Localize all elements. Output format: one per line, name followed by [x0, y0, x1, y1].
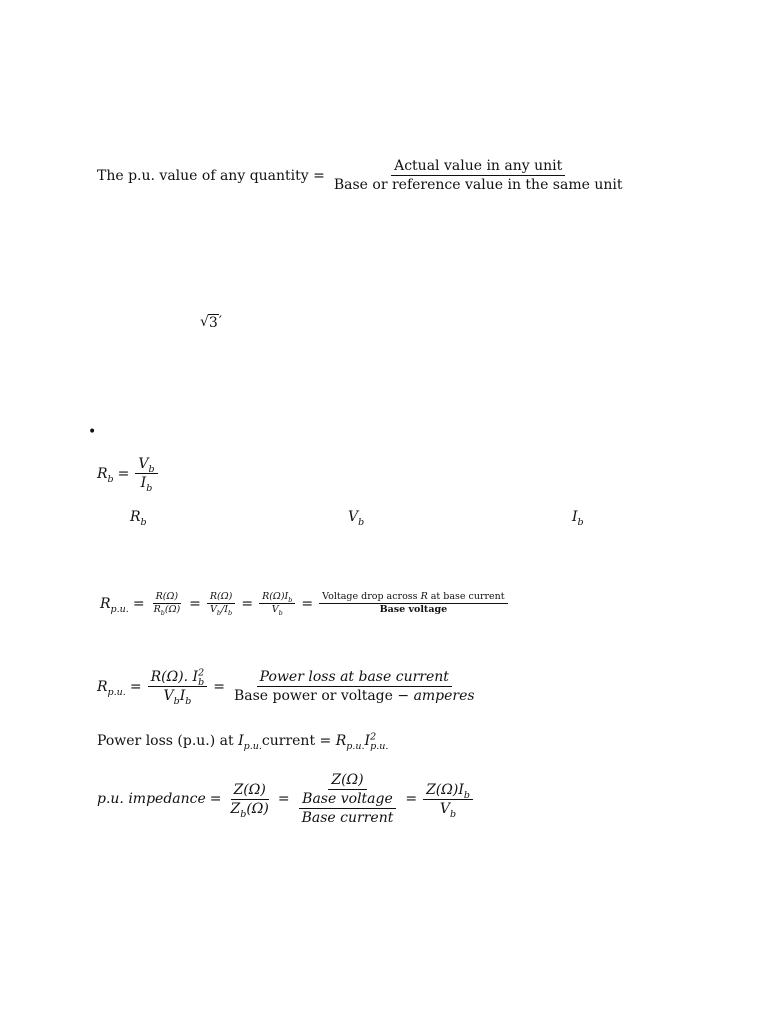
equals-sign: =	[241, 595, 254, 612]
impedance-fraction-1	[228, 781, 272, 820]
rb-denominator: $I_b$	[140, 475, 153, 494]
pu-impedance-formula	[97, 772, 475, 826]
radical-sign: √	[200, 314, 209, 330]
rb-lhs: $R_b$	[97, 465, 114, 485]
current-text: current =	[261, 733, 336, 749]
symbol-vb: $V_b$	[348, 509, 365, 528]
symbol-rb: $R_b$	[130, 509, 147, 528]
equals-sign: =	[213, 678, 225, 695]
pu-definition-fraction	[331, 158, 626, 193]
rpu-fraction-2	[207, 592, 235, 616]
rpu-fraction-4	[319, 592, 507, 616]
pu-definition-numerator: Actual value in any unit	[391, 158, 565, 176]
pu-definition-denominator: Base or reference value in the same unit	[333, 177, 623, 194]
equals-sign: =	[405, 791, 418, 808]
rb-numerator: $V_b$	[135, 456, 157, 474]
equals-sign: =	[132, 595, 145, 612]
fraction-numerator: Voltage drop across R at base current	[319, 592, 507, 604]
rb-fraction	[135, 456, 157, 494]
fraction-denominator: $V_b$	[439, 800, 457, 820]
rpu-power-fraction-2	[231, 669, 478, 704]
rpu-power-fraction-1	[148, 667, 208, 707]
fraction-denominator: Base power or voltage − amperes	[233, 688, 475, 705]
base-resistance-formula	[97, 456, 160, 494]
equals-sign: =	[117, 465, 130, 482]
nested-denominator: Base current	[301, 810, 394, 827]
equals-sign: =	[189, 595, 201, 612]
power-loss-expression: $R_{p.u.}I^2_{p.u.}$	[335, 731, 389, 752]
fraction-numerator: R(Ω). $I^2_b$	[148, 669, 208, 687]
power-loss-line	[97, 731, 389, 752]
pu-impedance-lhs: p.u. impedance	[97, 791, 206, 808]
fraction-denominator	[296, 790, 400, 826]
prime-mark: ′	[218, 314, 223, 330]
rpu-lhs: $R_{p.u.}$	[97, 678, 126, 698]
equals-sign: =	[129, 678, 142, 695]
nested-fraction	[299, 791, 397, 826]
fraction-denominator: $V_b/I_b$	[210, 603, 233, 617]
fraction-denominator: $Z_b(\Omega)$	[230, 800, 269, 820]
equals-sign: =	[301, 595, 314, 612]
impedance-fraction-2	[296, 772, 400, 826]
rpu-fraction-1	[151, 592, 184, 616]
equals-sign: =	[209, 791, 222, 808]
bullet-point: •	[88, 424, 97, 440]
fraction-denominator: $V_b$	[271, 603, 283, 617]
rpu-power-formula	[97, 667, 480, 707]
fraction-numerator: Z(Ω)	[231, 782, 269, 800]
pu-definition-lhs: The p.u. value of any quantity =	[97, 167, 325, 184]
fraction-numerator: $R(\Omega)I_b$	[259, 592, 295, 604]
pu-definition-formula	[97, 158, 628, 193]
fraction-numerator: R(Ω)	[207, 592, 235, 604]
sqrt-three	[200, 314, 222, 331]
impedance-fraction-3	[423, 781, 473, 820]
radicand: 3	[208, 315, 218, 331]
fraction-numerator: Power loss at base current	[257, 669, 452, 687]
fraction-numerator: Z(Ω)	[328, 772, 366, 790]
current-pu-symbol: $I_{p.u.}$	[238, 733, 262, 752]
fraction-numerator: R(Ω)	[153, 592, 181, 604]
rpu-fraction-3	[259, 592, 295, 616]
rpu-lhs: $R_{p.u.}$	[100, 595, 129, 615]
fraction-denominator: $V_bI_b$	[163, 688, 192, 707]
equals-sign: =	[277, 791, 290, 808]
fraction-denominator: $R_b(\Omega)$	[153, 603, 181, 617]
symbol-ib: $I_b$	[572, 509, 584, 528]
fraction-denominator: Base voltage	[379, 603, 448, 615]
fraction-numerator: $Z(\Omega)I_b$	[423, 782, 473, 800]
power-loss-text: Power loss (p.u.) at	[97, 733, 239, 749]
nested-numerator: Base voltage	[299, 791, 396, 809]
rpu-chain-formula	[100, 592, 510, 616]
